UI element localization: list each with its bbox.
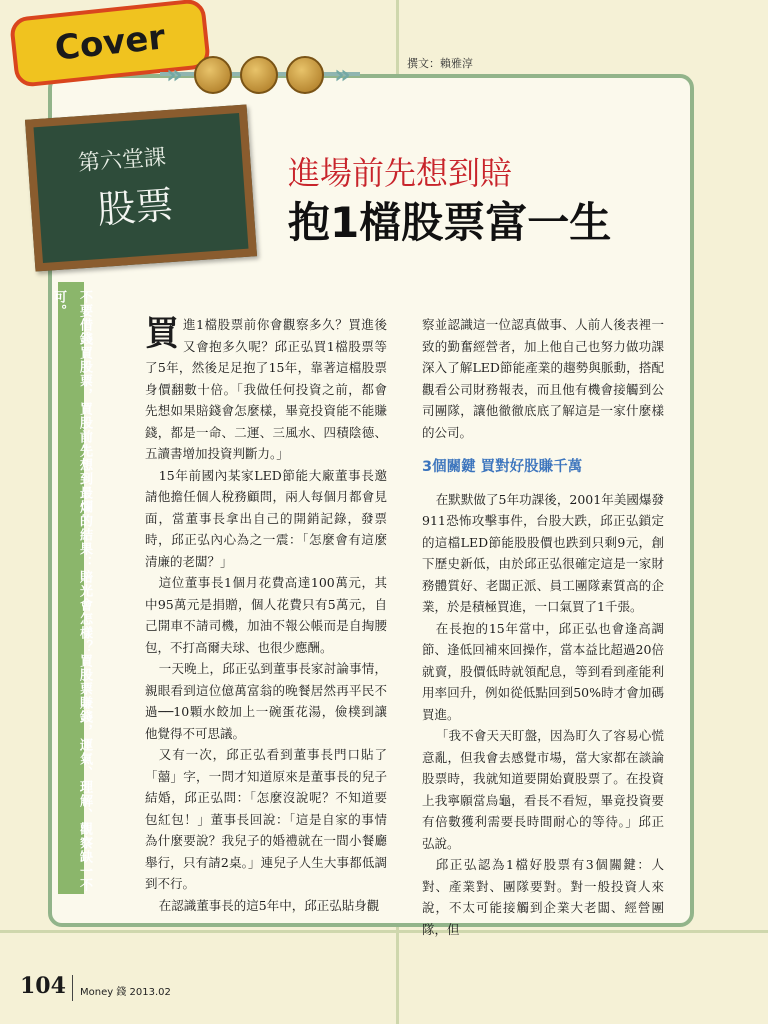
chalkboard-topic: 股票 xyxy=(95,182,175,233)
chevron-right-icon: » xyxy=(166,60,183,90)
cover-badge-label: Cover xyxy=(53,17,167,69)
paragraph: 邱正弘認為1檔好股票有3個關鍵：人對、產業對、團隊要對。對一般投資人來說，不太可能接觸到企業大老闆、經營團隊，但 xyxy=(422,857,664,937)
paragraph: 在長抱的15年當中，邱正弘也會逢高調節、逢低回補來回操作，當本益比超過20倍就賣，股價低時就領配息，等到看到產能利用率回升，例如從低點回到50%時才會加碼買進。 xyxy=(422,620,664,722)
coin-icon xyxy=(286,56,324,94)
article-title: 抱1檔股票富一生 xyxy=(288,198,612,247)
paragraph: 又有一次，邱正弘看到董事長門口貼了「囍」字，一問才知道原來是董事長的兒子結婚，邱正弘問：「怎麼沒說呢？不知道要包紅包！」董事長回說：「這是自家的事情為什麼要說？我兒子的婚禮就在一間小餐廳舉行，只有請2桌。」連兒子人生大事都低調到不行。 xyxy=(145,747,387,891)
paragraph: 在默默做了5年功課後，2001年美國爆發911恐怖攻擊事件，台股大跌，邱正弘鎖定的這檔LED節能股股價也跌到只剩9元，創下歷史新低，由於邱正弘很確定這是一家財務體質好、老闆正派、員工團隊素質高的企業，於是積極買進，一口氣買了1千張。 xyxy=(422,491,664,614)
sidebar-quote-text: 不要借錢買股票，買股前先想到最爛的結果：賠光會怎樣？買股票賺錢，運氣、理解、觀察缺一不可。 xyxy=(51,290,92,892)
footer-divider xyxy=(72,975,73,1001)
paragraph: 「我不會天天盯盤，因為盯久了容易心慌意亂，但我會去感覺市場，當大家都在談論股票時，我就知道要開始賣股票了。在投資上我寧願當烏龜，看長不看短，畢竟投資要有倍數獲利需要長時間耐心的等待。」邱正弘說。 xyxy=(422,728,664,851)
magazine-issue: Money 錢 2013.02 xyxy=(80,987,171,998)
chalkboard xyxy=(25,104,257,271)
author-credit: 撰文：賴雅淳 xyxy=(407,57,473,70)
article-subtitle: 進場前先想到賠 xyxy=(288,154,513,192)
sidebar-quote xyxy=(51,282,92,894)
article-column-2 xyxy=(422,314,664,940)
coin-icon xyxy=(240,56,278,94)
article-column-1 xyxy=(145,314,387,916)
paragraph: 一天晚上，邱正弘到董事長家討論事情，親眼看到這位億萬富翁的晚餐居然再平民不過──10顆水餃加上一碗蛋花湯，儉樸到讓他覺得不可思議。 xyxy=(145,661,387,741)
paragraph: 15年前國內某家LED節能大廠董事長邀請他擔任個人稅務顧問，兩人每個月都會見面，當董事長拿出自己的開銷記錄，發票時，邱正弘內心為之一震：「怎麼會有這麼清廉的老闆？」 xyxy=(145,467,387,569)
page-number: 104 xyxy=(20,973,66,999)
section-heading: 3個關鍵 買對好股賺千萬 xyxy=(422,459,583,475)
paragraph: 這位董事長1個月花費高達100萬元，其中95萬元是捐贈，個人花費只有5萬元，自己開車不請司機，加油不報公帳而是自掏腰包，不打高爾夫球、也很少應酬。 xyxy=(145,575,387,655)
paragraph: 在認識董事長的這5年中，邱正弘貼身觀 xyxy=(158,897,380,913)
drop-cap: 買 xyxy=(145,314,179,354)
paragraph: 買進1檔股票前你會觀察多久？買進後又會抱多久呢？邱正弘買1檔股票等了5年，然後足足抱了15年，靠著這檔股票身價翻數十倍。「我做任何投資之前，都會先想如果賠錢會怎麼樣，畢竟投資能不能賺錢，都是一命、二運、三風水、四積陰德、五讀書增加投資判斷力。」 xyxy=(145,314,387,461)
chalkboard-lesson: 第六堂課 xyxy=(77,145,167,177)
paragraph: 察並認識這一位認真做事、人前人後表裡一致的勤奮經營者，加上他自己也努力做功課深入了解LED節能產業的趨勢與脈動，搭配觀看公司財務報表，而且他有機會接觸到公司團隊，讓他徹徹底底了解這是一家什麼樣的公司。 xyxy=(422,317,664,440)
coin-icon xyxy=(194,56,232,94)
chevron-right-icon: » xyxy=(334,60,351,90)
